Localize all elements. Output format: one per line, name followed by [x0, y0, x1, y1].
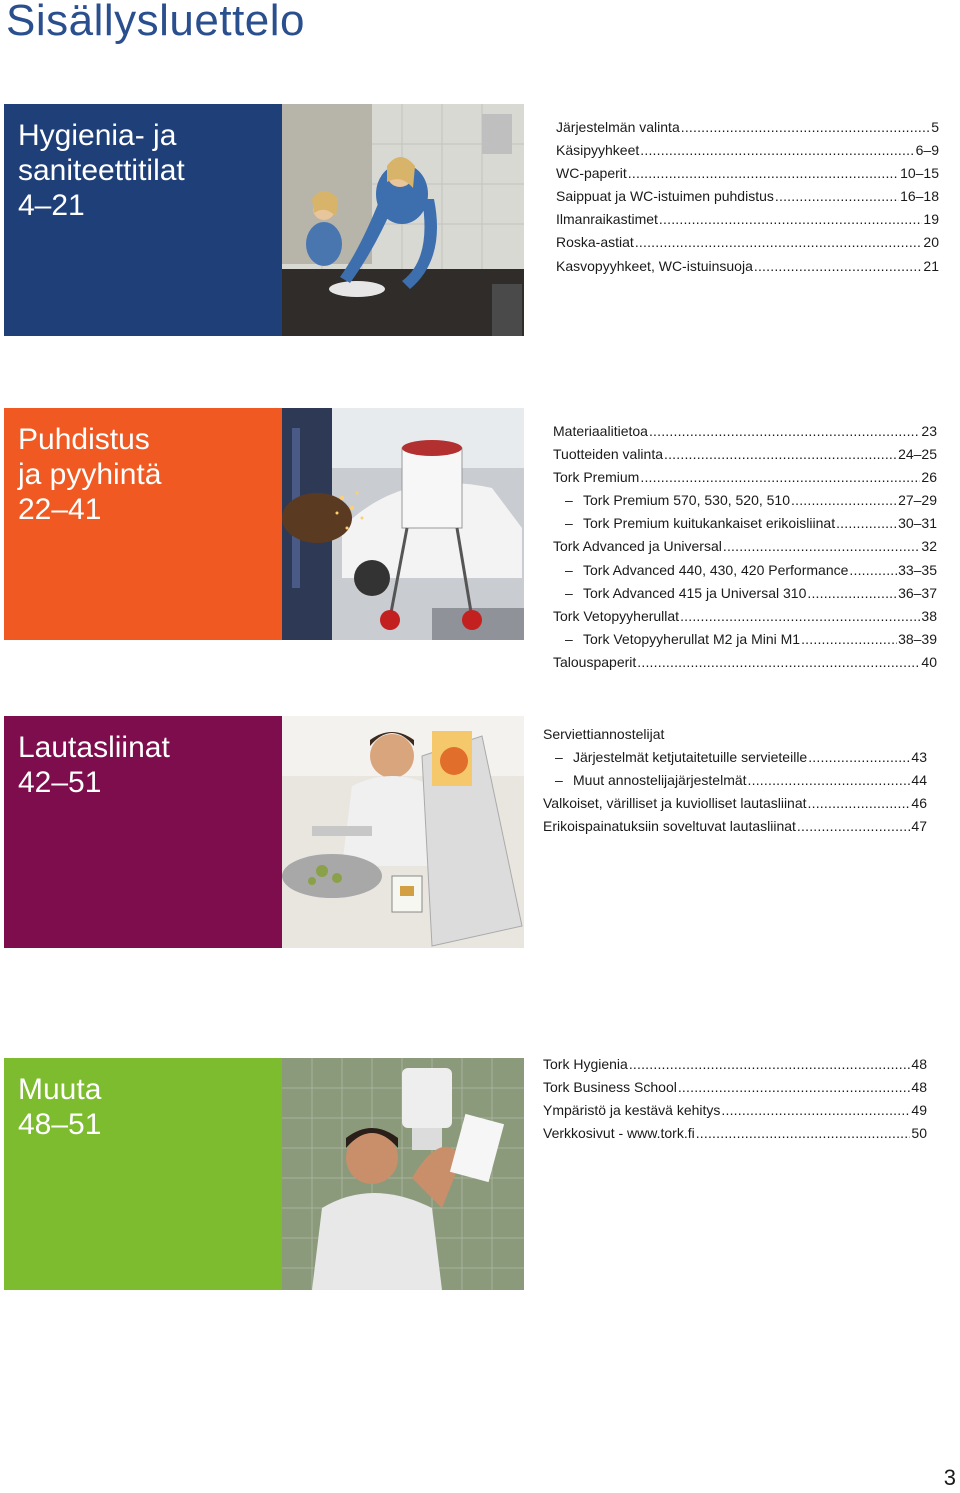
washroom-photo	[282, 104, 524, 336]
toc-heading[interactable]: Serviettiannostelijat	[543, 726, 665, 742]
toc-subentry[interactable]: – Tork Vetopyyherullat M2 ja Mini M1 ..... 38–39	[553, 628, 937, 651]
toc-entry[interactable]: Tork Vetopyyherullat ..... 38	[553, 605, 937, 628]
toc-subentry[interactable]: – Tork Premium kuitukankaiset erikoisliinat ..... 30–31	[553, 512, 937, 535]
section-hygiene	[4, 104, 524, 336]
restaurant-photo	[282, 716, 524, 948]
section-color-block	[4, 408, 282, 640]
toc-entry[interactable]: Kasvopyyhkeet, WC-istuinsuoja ..... 21	[556, 255, 939, 278]
section-napkins	[4, 716, 524, 948]
section-title: Lautasliinat 42–51	[18, 731, 170, 799]
toc-list-napkins	[543, 723, 927, 838]
toc-list-other	[543, 1053, 927, 1145]
section-cleaning	[4, 408, 524, 640]
toc-entry[interactable]: WC-paperit ..... 10–15	[556, 162, 939, 185]
toc-entry[interactable]: Erikoispainatuksiin soveltuvat lautasliinat ..... 47	[543, 815, 927, 838]
section-title: Puhdistus ja pyyhintä 22–41	[18, 423, 162, 526]
section-color-block	[4, 1058, 282, 1290]
workshop-photo	[282, 408, 524, 640]
page-number: 3	[943, 1465, 956, 1490]
toc-entry[interactable]: Tork Advanced ja Universal ..... 32	[553, 535, 937, 558]
toc-subentry[interactable]: – Muut annostelijajärjestelmät ..... 44	[543, 769, 927, 792]
section-title: Hygienia- ja saniteettitilat 4–21	[18, 119, 185, 222]
toc-entry[interactable]: Käsipyyhkeet ..... 6–9	[556, 139, 939, 162]
toc-subentry[interactable]: – Tork Advanced 415 ja Universal 310 ..... 36–37	[553, 582, 937, 605]
toc-entry[interactable]: Tuotteiden valinta ..... 24–25	[553, 443, 937, 466]
section-other	[4, 1058, 524, 1290]
toc-entry[interactable]: Järjestelmän valinta ..... 5	[556, 116, 939, 139]
toc-list-hygiene	[556, 116, 939, 278]
toc-entry[interactable]: Verkkosivut - www.tork.fi ..... 50	[543, 1122, 927, 1145]
toc-entry[interactable]: Tork Premium ..... 26	[553, 466, 937, 489]
toc-entry[interactable]: Tork Business School ..... 48	[543, 1076, 927, 1099]
toc-list-cleaning	[553, 420, 937, 674]
section-color-block	[4, 104, 282, 336]
section-color-block	[4, 716, 282, 948]
toc-subentry[interactable]: – Järjestelmät ketjutaitetuille servieteille ..... 43	[543, 746, 927, 769]
toc-entry[interactable]: Ilmanraikastimet ..... 19	[556, 208, 939, 231]
toc-entry[interactable]: Talouspaperit ..... 40	[553, 651, 937, 674]
toc-entry[interactable]: Roska-astiat ..... 20	[556, 231, 939, 254]
toc-entry[interactable]: Saippuat ja WC-istuimen puhdistus ..... 16–18	[556, 185, 939, 208]
section-title: Muuta 48–51	[18, 1073, 102, 1141]
toc-entry[interactable]: Tork Hygienia ..... 48	[543, 1053, 927, 1076]
hand-drying-photo	[282, 1058, 524, 1290]
toc-subentry[interactable]: – Tork Premium 570, 530, 520, 510 ..... 27–29	[553, 489, 937, 512]
toc-entry[interactable]: Valkoiset, värilliset ja kuviolliset lautasliinat ..... 46	[543, 792, 927, 815]
page-title: Sisällysluettelo	[6, 0, 306, 45]
toc-entry[interactable]: Ympäristö ja kestävä kehitys ..... 49	[543, 1099, 927, 1122]
toc-entry[interactable]: Materiaalitietoa ..... 23	[553, 420, 937, 443]
toc-subentry[interactable]: – Tork Advanced 440, 430, 420 Performance ..... 33–35	[553, 559, 937, 582]
